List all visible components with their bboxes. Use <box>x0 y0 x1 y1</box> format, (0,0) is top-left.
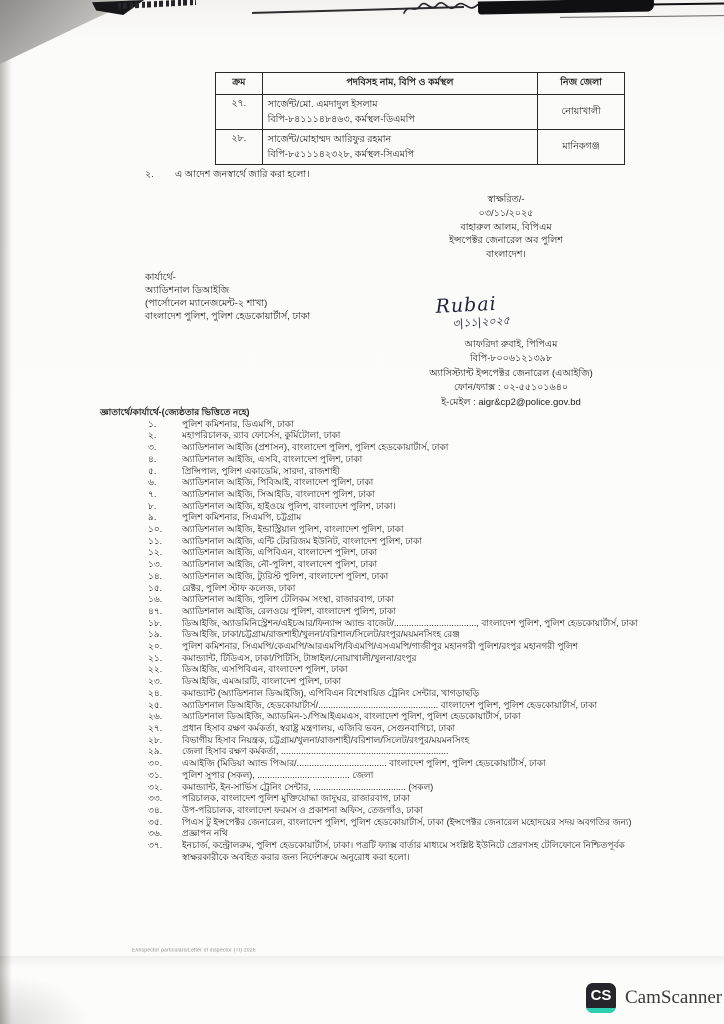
list-item <box>100 688 666 700</box>
officer-bp-posting: বিপি-৮৪১১১৪৮৪৬৩, কর্মস্থল-ডিএমপি <box>267 114 415 125</box>
cell-name <box>262 95 538 130</box>
list-item <box>100 735 666 747</box>
list-item-number: ৩৪. <box>148 804 163 815</box>
officer-name: সার্জেন্ট/মো. এমদাদুল ইসলাম <box>267 99 378 110</box>
list-item <box>100 840 666 863</box>
cell-name <box>262 130 538 165</box>
list-item-text: প্রজ্ঞাপন নথি <box>182 828 228 839</box>
list-item-text: অ্যাডিশনাল আইজি, ইন্ডাস্ট্রিয়াল পুলিশ, বাংলাদেশ পুলিশ, ঢাকা <box>182 524 404 535</box>
contact-name: আফরিদা রুবাই, পিপিএম <box>464 339 558 350</box>
list-item-text: অ্যাডিশনাল আইজি, পুলিশ টেলিকম সংস্থা, রাজারবাগ, ঢাকা <box>182 594 395 605</box>
list-item-text: অ্যাডিশনাল আইজি, সিআইডি, বাংলাদেশ পুলিশ, ঢাকা <box>182 488 375 499</box>
list-item-number: ২৫. <box>148 699 163 710</box>
column-header-name: পদবিসহ নাম, বিপি ও কর্মস্থল <box>262 73 538 95</box>
table-row <box>216 130 625 165</box>
list-item-number: ২৪. <box>148 687 163 698</box>
list-item <box>100 700 666 712</box>
list-item <box>100 746 666 758</box>
signatory-block <box>415 193 597 262</box>
list-item <box>100 758 666 770</box>
list-item <box>100 501 666 513</box>
list-item-number: ১৬. <box>148 594 163 605</box>
list-item <box>100 489 666 501</box>
distribution-heading: জ্ঞাতার্থে/কার্যার্থে-(জ্যেষ্ঠতার ভিত্তিতে নহে) <box>100 407 250 417</box>
list-item-text: উপ-পরিচালক, বাংলাদেশ ফরমস ও প্রকাশনা অফিস, তেজগাঁও, ঢাকা <box>182 804 423 815</box>
file-reference-note: E/inspector particulars/Letter of inspector (TI) 2025 <box>132 948 256 954</box>
list-item-number: ৩৭. <box>148 840 163 851</box>
list-item-number: ৪৭. <box>148 605 163 616</box>
list-item-text: পরিচালক, বাংলাদেশ পুলিশ মুক্তিযোদ্ধা জাদুঘর, রাজারবাগ, ঢাকা <box>182 793 410 804</box>
signatory-name: বাহারুল আলম, বিপিএম <box>460 221 552 233</box>
list-item-text: অ্যাডিশনাল আইজি, এসবি, বাংলাদেশ পুলিশ, ঢাকা <box>182 453 363 464</box>
list-item-text: রেক্টর, পুলিশ স্টাফ কলেজ, ঢাকা <box>182 582 296 593</box>
clause-2 <box>145 168 309 183</box>
table-header-row <box>216 73 625 95</box>
list-item-text: কমান্ড্যান্ট, ইন-সার্ভিস ট্রেনিং সেন্টার, ..................................... (সকল) <box>182 781 434 792</box>
list-item <box>100 711 666 723</box>
list-item-text: অ্যাডিশনাল আইজি, নৌ-পুলিশ, বাংলাদেশ পুলিশ, ঢাকা <box>182 559 378 570</box>
contact-block <box>378 338 644 410</box>
list-item <box>100 512 666 524</box>
list-item-number: ৮. <box>148 500 157 511</box>
list-item <box>100 770 666 782</box>
list-item-text: প্রিন্সিপাল, পুলিশ একাডেমি, সারদা, রাজশাহী <box>182 465 340 476</box>
list-item-number: ৫. <box>148 465 157 476</box>
list-item <box>100 454 666 466</box>
list-item <box>100 466 666 478</box>
contact-title: অ্যাসিস্ট্যান্ট ইন্সপেক্টর জেনারেল (এআইজি) <box>429 367 593 379</box>
list-item-number: ২০. <box>148 641 163 652</box>
scan-black-smudge-line <box>648 2 724 5</box>
list-item-number: ৩৫. <box>148 816 163 827</box>
list-item <box>100 547 666 559</box>
camscanner-label: CamScanner <box>625 987 723 1008</box>
list-item <box>100 606 666 618</box>
list-item-text: অ্যাডিশনাল আইজি, রেলওয়ে পুলিশ, বাংলাদেশ পুলিশ, ঢাকা <box>182 605 396 616</box>
distribution-list-items <box>100 419 666 864</box>
scan-stray-line-right <box>560 15 724 18</box>
table-row <box>216 95 625 130</box>
list-item-text: কমান্ড্যান্ট (অ্যাডিশনাল ডিআইজি), এপিবিএন বিশেষায়িত ট্রেনিং সেন্টার, খাগড়াছড়ি <box>182 687 480 698</box>
camscanner-watermark <box>586 983 722 1013</box>
scan-black-smudge <box>478 0 654 15</box>
list-item-text: অ্যাডিশনাল আইজি (প্রশাসন), বাংলাদেশ পুলিশ, পুলিশ হেডকোয়ার্টার্স, ঢাকা <box>182 442 449 453</box>
distribution-list <box>100 407 666 863</box>
list-item-text: পুলিশ কমিশনার, সিএমপি/কেএমপি/আরএমপি/বিএমপি/এসএমপি/গাজীপুর মহানগরী পুলিশ/রংপুর মহানগরী পুলিশ <box>182 641 579 652</box>
list-item <box>100 536 666 548</box>
officer-name: সার্জেন্ট/মোহাম্মদ আরিফুর রহমান <box>267 134 392 145</box>
clause-text: এ আদেশ জনস্বার্থে জারি করা হলো। <box>175 169 310 180</box>
signatory-org: বাংলাদেশ। <box>486 249 526 261</box>
list-item <box>100 559 666 571</box>
contact-bp: বিপি-৮০০৬১২১৩৯৮ <box>469 353 553 365</box>
list-item-number: ২৯. <box>148 746 163 757</box>
list-item-number: ৭. <box>148 488 157 499</box>
list-item-text: অ্যাডিশনাল আইজি, এন্টি টেররিজম ইউনিট, বাংলাদেশ পুলিশ, ঢাকা <box>182 535 422 546</box>
cell-serial: ২৭. <box>216 95 263 130</box>
list-item <box>100 477 666 489</box>
list-item-number: ৯. <box>148 512 157 523</box>
list-item-text: ডিআইজি, অ্যাডমিনিস্ট্রেশন/এইচআর/ফিন্যান্স অ্যান্ড বাজেট/................................., বাংলাদেশ পুলিশ, পুলিশ হেডকোয়ার্টার্স, ঢাকা <box>182 617 638 628</box>
list-item <box>100 828 666 840</box>
list-item <box>100 524 666 536</box>
clause-number: ২. <box>145 169 154 180</box>
scan-crease-shadow <box>0 956 724 968</box>
list-item-number: ১৫. <box>148 582 163 593</box>
list-item-number: ৩১. <box>148 769 163 780</box>
list-item <box>100 419 666 431</box>
list-item-number: ১১. <box>148 535 163 546</box>
signature-date: ০৩/১১/২০২৫ <box>478 207 534 219</box>
camscanner-badge-text: CS <box>590 987 612 1004</box>
list-item-number: ৩৬. <box>148 828 163 839</box>
list-item-text: অ্যাডিশনাল আইজি, হাইওয়ে পুলিশ, বাংলাদেশ পুলিশ, ঢাকা। <box>182 500 396 511</box>
list-item-text: বিভাগীয় হিসাব নিয়ন্ত্রক, চট্টগ্রাম/খুলনা/রাজশাহী/বরিশাল/সিলেট/রংপুর/ময়মনসিংহ <box>182 734 470 745</box>
list-item <box>100 817 666 829</box>
list-item <box>100 664 666 676</box>
list-item-number: ১. <box>148 418 157 429</box>
list-item <box>100 430 666 442</box>
list-item-text: এআইজি (মিডিয়া অ্যান্ড পিআর/.................................... বাংলাদেশ পুলিশ, পুলিশ হেডকোয়ার্টার্স, ঢাকা <box>182 758 546 769</box>
list-item-number: ৩৩. <box>148 793 163 804</box>
list-item-number: ২৬. <box>148 711 163 722</box>
contact-phone: ফোন/ফ্যাক্স : ০২-৫৫১০১৬৪০ <box>453 382 569 394</box>
list-item-number: ১৯. <box>148 629 163 640</box>
list-item <box>100 571 666 583</box>
camscanner-logo-icon <box>586 983 616 1013</box>
cell-district: মানিকগঞ্জ <box>538 130 625 165</box>
list-item-text: অ্যাডিশনাল ডিআইজি, হেডকোয়ার্টার্স/................................................ বাংলাদেশ পুলিশ, পুলিশ হেডকোয়ার্টার্স, ঢাকা <box>182 699 598 710</box>
list-item-number: ১০. <box>148 524 163 535</box>
list-item-text: ইনচার্জ, কন্ট্রোলরুম, পুলিশ হেডকোয়ার্টার্স, ঢাকা। পত্রটি ফ্যাক্স বার্তার মাধ্যমে সংশ্লিষ্ট ইউনিটে প্রেরণসহ টেলিফোনে নিশ্চিতপূর্বক স্বাক্ষরকারীকে অবহিত করার জন্য নির্দেশক্রমে অনুরোধ করা হলো। <box>182 840 625 862</box>
officer-bp-posting: বিপি-৮৫১১১৪২৩২৮, কর্মস্থল-সিএমপি <box>267 149 415 160</box>
list-item-text: ডিআইজি, এসপিবিএন, বাংলাদেশ পুলিশ, ঢাকা <box>182 664 348 675</box>
list-item <box>100 805 666 817</box>
list-item <box>100 723 666 735</box>
list-item-text: ডিআইজি, এমআরটি, বাংলাদেশ পুলিশ, ঢাকা <box>182 676 342 687</box>
list-item-text: পুলিশ সুপার (সকল), ..................................... জেলা <box>182 769 374 780</box>
list-item-number: ২৩. <box>148 676 163 687</box>
list-item-text: পুলিশ কমিশনার, সিএমপি, চট্টগ্রাম <box>182 512 302 523</box>
list-item <box>100 793 666 805</box>
list-item-text: মহাপরিচালক, র‍্যাব ফোর্সেস, কুর্মিটোলা, ঢাকা <box>182 430 341 441</box>
column-header-district: নিজ জেলা <box>538 73 625 95</box>
handwritten-date: ৩|১১|২০২৫ <box>452 314 511 331</box>
cell-serial: ২৮. <box>216 130 263 165</box>
list-item <box>100 594 666 606</box>
list-item <box>100 618 666 630</box>
list-item-number: ৬. <box>148 477 157 488</box>
list-item-text: পুলিশ কমিশনার, ডিএমপি, ঢাকা <box>182 418 294 429</box>
cutoff-handwriting-scribble <box>402 0 486 22</box>
handwritten-name: Rubai <box>435 292 498 318</box>
list-item-number: ১৩. <box>148 559 163 570</box>
action-heading: কার্যার্থে- <box>145 272 176 283</box>
posting-table <box>215 72 625 165</box>
list-item <box>100 641 666 653</box>
list-item-number: ২. <box>148 430 157 441</box>
list-item <box>100 629 666 641</box>
list-item-number: ৪. <box>148 453 157 464</box>
list-item-text: অ্যাডিশনাল আইজি, ট্যুরিস্ট পুলিশ, বাংলাদেশ পুলিশ, ঢাকা <box>182 570 389 581</box>
list-item-number: ১৮. <box>148 617 163 628</box>
signed-label: স্বাক্ষরিত/- <box>487 194 525 205</box>
list-item-text: পিএস টু ইন্সপেক্টর জেনারেল, বাংলাদেশ পুলিশ, পুলিশ হেডকোয়ার্টার্স, ঢাকা (ইন্সপেক্টর জেনারেল মহোদয়ের সদয় অবগতির জন্য) <box>182 816 632 827</box>
handwritten-signature <box>435 292 510 335</box>
list-item-text: ডিআইজি, ঢাকা/চট্টগ্রাম/রাজশাহী/খুলনা/বরিশাল/সিলেট/রংপুর/ময়মনসিংহ রেঞ্জ <box>182 629 460 640</box>
action-line2: (পার্সোনেল ম্যানেজমেন্ট-২ শাখা) <box>145 298 268 309</box>
action-block <box>145 271 310 323</box>
scan-left-edge-shadow <box>0 0 12 1024</box>
list-item <box>100 676 666 688</box>
list-item-text: জেলা হিসাব রক্ষণ কর্মকর্তা, ................................................................... <box>182 746 449 757</box>
list-item-number: ২৮. <box>148 734 163 745</box>
list-item-number: ১৪. <box>148 570 163 581</box>
column-header-serial: ক্রম <box>216 73 263 95</box>
action-line1: অ্যাডিশনাল ডিআইজি <box>145 285 230 296</box>
list-item-number: ২২. <box>148 664 163 675</box>
contact-email: ই-মেইল : aigr&cp2@police.gov.bd <box>441 396 581 408</box>
list-item <box>100 442 666 454</box>
list-item <box>100 782 666 794</box>
action-line3: বাংলাদেশ পুলিশ, পুলিশ হেডকোয়ার্টার্স, ঢাকা <box>145 311 311 322</box>
list-item-number: ২৭. <box>148 722 163 733</box>
list-item <box>100 653 666 665</box>
camscanner-badge-bar <box>586 1008 616 1013</box>
list-item-number: ২১. <box>148 652 163 663</box>
list-item-text: কমান্ড্যান্ট, টিডিএস, ঢাকা/পিটিসি, টাঙ্গাইল/নোয়াখালী/খুলনা/রংপুর <box>182 652 417 663</box>
list-item-number: ৩. <box>148 442 157 453</box>
cell-district: নোয়াখালী <box>538 95 625 130</box>
list-item-text: অ্যাডিশনাল আইজি, পিবিআই, বাংলাদেশ পুলিশ, ঢাকা <box>182 477 374 488</box>
list-item-number: ৩০. <box>148 758 163 769</box>
list-item-text: প্রধান হিসাব রক্ষণ কর্মকর্তা, স্বরাষ্ট্র মন্ত্রণালয়, এজিবি ভবন, সেগুনবাগিচা, ঢাকা <box>182 722 456 733</box>
list-item-text: অ্যাডিশনাল আইজি, এপিবিএন, বাংলাদেশ পুলিশ, ঢাকা <box>182 547 378 558</box>
list-item-number: ৩২. <box>148 781 163 792</box>
scan-bottom-corner-shadow <box>0 974 90 1024</box>
signatory-title: ইন্সপেক্টর জেনারেল অব পুলিশ <box>449 235 563 247</box>
list-item <box>100 583 666 595</box>
list-item-text: অ্যাডিশনাল ডিআইজি, অ্যাডমিন-১/পিআইএমএস, বাংলাদেশ পুলিশ, পুলিশ হেডকোয়ার্টার্স, ঢাকা <box>182 711 521 722</box>
list-item-number: ১২. <box>148 547 163 558</box>
